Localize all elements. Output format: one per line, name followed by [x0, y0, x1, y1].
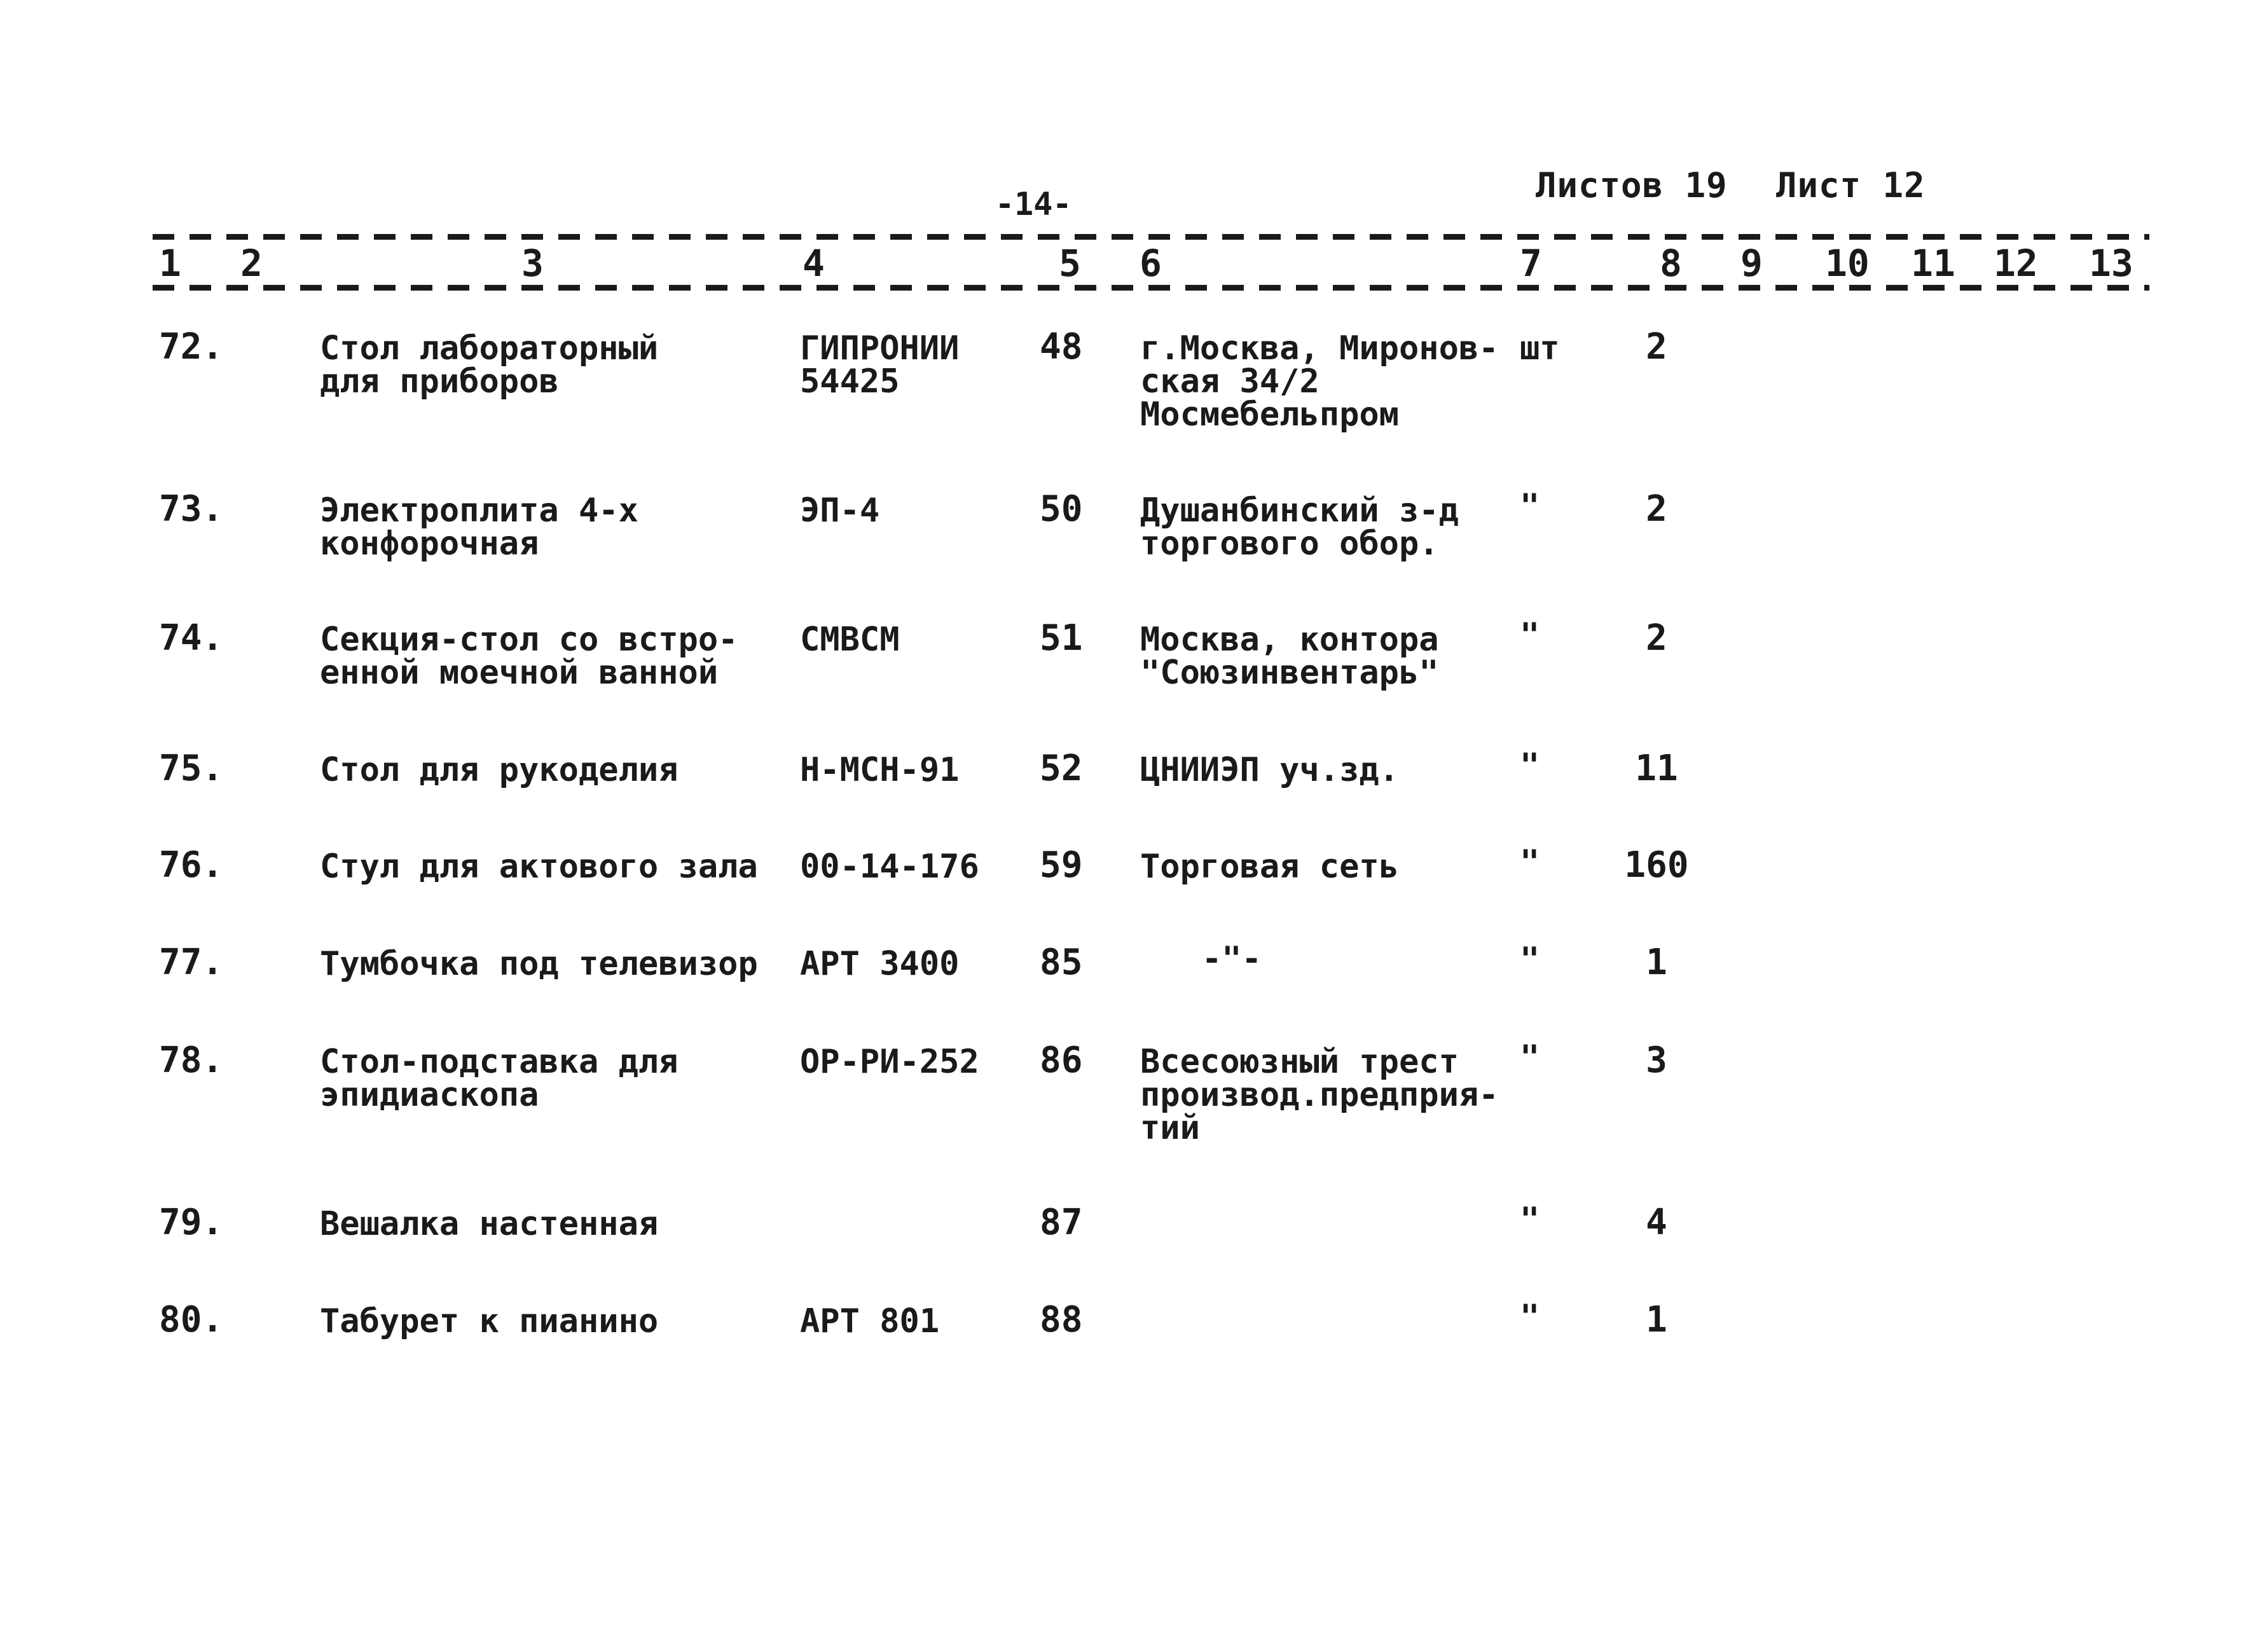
- item-code: СМВСМ: [800, 621, 900, 659]
- item-unit: ": [1520, 940, 1540, 979]
- row-number: 72.: [159, 326, 224, 368]
- item-unit: ": [1520, 1298, 1540, 1336]
- item-page: 51: [1040, 617, 1083, 659]
- column-number: 3: [521, 242, 544, 285]
- item-quantity: 1: [1646, 942, 1667, 983]
- column-number: 1: [159, 242, 181, 285]
- sheets-total: Листов 19: [1536, 165, 1728, 205]
- item-code: Н-МСН-91: [800, 751, 960, 789]
- item-code: 00-14-176: [800, 848, 979, 886]
- item-code: ЭП-4: [800, 492, 880, 530]
- column-number: 8: [1660, 242, 1682, 285]
- row-number: 76.: [159, 844, 224, 886]
- item-supplier: Душанбинский з-д торгового обор.: [1140, 492, 1459, 563]
- column-number: 4: [803, 242, 825, 285]
- column-number: 6: [1140, 242, 1162, 285]
- item-name: Стол лабораторный для приборов: [320, 329, 659, 401]
- column-number: 13: [2089, 242, 2133, 285]
- item-name: Стул для актового зала: [320, 848, 758, 886]
- item-unit: ": [1520, 747, 1540, 785]
- item-quantity: 160: [1624, 844, 1689, 886]
- item-name: Электроплита 4-х конфорочная: [320, 492, 638, 563]
- item-page: 59: [1040, 844, 1083, 886]
- column-number: 11: [1911, 242, 1955, 285]
- item-quantity: 3: [1646, 1040, 1667, 1081]
- item-page: 50: [1040, 488, 1083, 530]
- header-rule-bottom: [153, 285, 2149, 291]
- item-name: Табурет к пианино: [320, 1302, 659, 1340]
- item-supplier: г.Москва, Миронов- ская 34/2 Мосмебельпром: [1140, 329, 1499, 434]
- item-unit: ": [1520, 1201, 1540, 1239]
- row-number: 80.: [159, 1299, 224, 1340]
- column-number: 9: [1740, 242, 1763, 285]
- item-code: ОР-РИ-252: [800, 1043, 979, 1081]
- row-number: 73.: [159, 488, 224, 530]
- item-unit: ": [1520, 843, 1540, 881]
- item-page: 86: [1040, 1040, 1083, 1081]
- item-quantity: 11: [1635, 748, 1678, 789]
- item-unit: ": [1520, 487, 1540, 525]
- item-page: 87: [1040, 1202, 1083, 1243]
- row-number: 78.: [159, 1040, 224, 1081]
- row-number: 74.: [159, 617, 224, 659]
- item-quantity: 4: [1646, 1202, 1667, 1243]
- item-unit: шт: [1520, 329, 1560, 368]
- item-name: Вешалка настенная: [320, 1205, 659, 1243]
- item-name: Стол-подставка для эпидиаскопа: [320, 1043, 679, 1114]
- column-number: 5: [1059, 242, 1081, 285]
- item-quantity: 2: [1646, 326, 1667, 368]
- header-rule-top: [153, 234, 2149, 240]
- item-unit: ": [1520, 1038, 1540, 1077]
- item-name: Тумбочка под телевизор: [320, 945, 758, 983]
- item-code: АРТ 3400: [800, 945, 960, 983]
- column-number: 7: [1520, 242, 1542, 285]
- item-code: ГИПРОНИИ 54425: [800, 329, 960, 401]
- item-supplier: Всесоюзный трест производ.предприя- тий: [1140, 1043, 1499, 1147]
- row-number: 79.: [159, 1202, 224, 1243]
- row-number: 77.: [159, 942, 224, 983]
- item-supplier: Москва, контора "Союзинвентарь": [1140, 621, 1439, 692]
- page-number: -14-: [995, 186, 1072, 223]
- item-quantity: 2: [1646, 617, 1667, 659]
- item-unit: ": [1520, 616, 1540, 654]
- column-number: 12: [1994, 242, 2038, 285]
- item-quantity: 2: [1646, 488, 1667, 530]
- item-name: Стол для рукоделия: [320, 751, 679, 789]
- item-name: Секция-стол со встро- енной моечной ванной: [320, 621, 738, 692]
- item-quantity: 1: [1646, 1299, 1667, 1340]
- item-page: 85: [1040, 942, 1083, 983]
- item-code: АРТ 801: [800, 1302, 940, 1340]
- column-number: 10: [1825, 242, 1870, 285]
- item-page: 88: [1040, 1299, 1083, 1340]
- item-page: 48: [1040, 326, 1083, 368]
- sheet-current: Лист 12: [1776, 165, 1926, 205]
- item-supplier: ЦНИИЭП уч.зд.: [1140, 751, 1399, 789]
- column-number: 2: [240, 242, 263, 285]
- row-number: 75.: [159, 748, 224, 789]
- item-page: 52: [1040, 748, 1083, 789]
- item-supplier: Торговая сеть: [1140, 848, 1399, 886]
- item-supplier: -"-: [1202, 940, 1262, 978]
